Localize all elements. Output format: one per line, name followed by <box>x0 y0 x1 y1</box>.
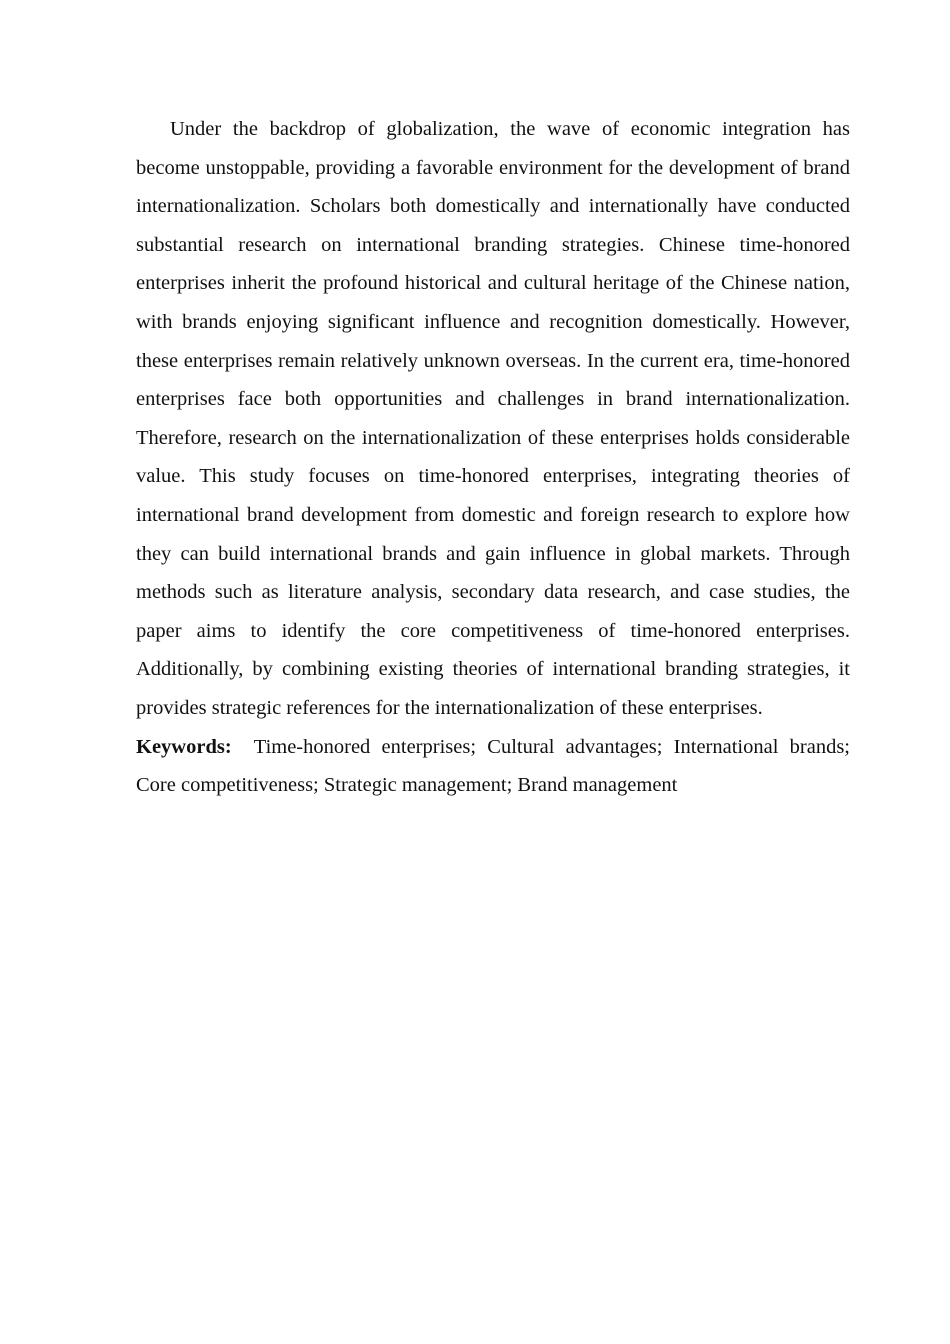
abstract-paragraph: Under the backdrop of globalization, the wave of economic integration has become unstoppable, providing a favorable environment for the development of brand internationalization. Scholars both domestically and internationally have conducted substantial research on international branding strategies. Chinese time-honored enterprises inherit the profound historical and cultural heritage of the Chinese nation, with brands enjoying significant influence and recognition domestically. However, these enterprises remain relatively unknown overseas. In the current era, time-honored enterprises face both opportunities and challenges in brand internationalization. Therefore, research on the internationalization of these enterprises holds considerable value. This study focuses on time-honored enterprises, integrating theories of international brand development from domestic and foreign research to explore how they can build international brands and gain influence in global markets. Through methods such as literature analysis, secondary data research, and case studies, the paper aims to identify the core competitiveness of time-honored enterprises. Additionally, by combining existing theories of international branding strategies, it provides strategic references for the internationalization of these enterprises. <box>136 118 850 719</box>
abstract-section <box>136 110 850 805</box>
keywords-label: Keywords: <box>136 735 232 758</box>
keywords-paragraph <box>136 728 850 805</box>
keywords-list: Time-honored enterprises; Cultural advantages; International brands; Core competitiveness; Strategic management; Brand management <box>136 735 850 797</box>
